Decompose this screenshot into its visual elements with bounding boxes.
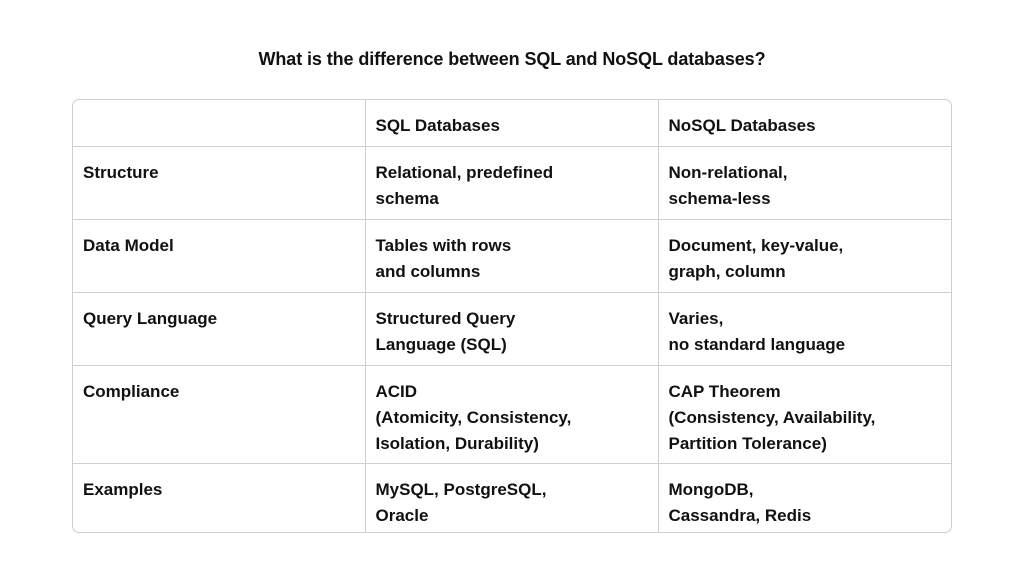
page-title: What is the difference between SQL and NoSQL databases? [258, 49, 766, 69]
cell-line: Language (SQL) [375, 334, 507, 354]
sql-cell [365, 463, 658, 533]
table-row [73, 219, 951, 292]
comparison-table [72, 99, 952, 533]
row-label: Query Language [73, 292, 365, 365]
table-row [73, 292, 951, 365]
sql-cell [365, 219, 658, 292]
cell-line: MongoDB, [668, 479, 754, 499]
header-empty-cell [73, 100, 365, 146]
cell-line: CAP Theorem [668, 381, 781, 401]
cell-line: Partition Tolerance) [668, 433, 827, 453]
sql-cell [365, 365, 658, 463]
cell-line: no standard language [668, 334, 846, 354]
sql-cell [365, 292, 658, 365]
row-label: Data Model [73, 219, 365, 292]
table-row [73, 365, 951, 463]
table-row [73, 146, 951, 219]
table-row [73, 463, 951, 533]
cell-line: ACID [375, 381, 418, 401]
cell-line: Isolation, Durability) [375, 433, 539, 453]
cell-line: Non-relational, [668, 162, 788, 182]
header-sql: SQL Databases [365, 100, 658, 146]
cell-line: Structured Query [375, 308, 516, 328]
cell-line: Tables with rows [375, 235, 512, 255]
table-header-row [73, 100, 951, 146]
cell-line: schema-less [668, 188, 771, 208]
cell-line: Relational, predefined [375, 162, 554, 182]
cell-line: MySQL, PostgreSQL, [375, 479, 547, 499]
cell-line: schema [375, 188, 439, 208]
row-label: Compliance [73, 365, 365, 463]
nosql-cell [658, 365, 951, 463]
cell-line: graph, column [668, 261, 786, 281]
row-label: Structure [73, 146, 365, 219]
nosql-cell [658, 292, 951, 365]
cell-line: Cassandra, Redis [668, 505, 812, 525]
cell-line: and columns [375, 261, 481, 281]
nosql-cell [658, 219, 951, 292]
cell-line: (Atomicity, Consistency, [375, 407, 572, 427]
sql-cell [365, 146, 658, 219]
nosql-cell [658, 463, 951, 533]
cell-line: Document, key-value, [668, 235, 844, 255]
cell-line: Oracle [375, 505, 429, 525]
row-label: Examples [73, 463, 365, 533]
cell-line: (Consistency, Availability, [668, 407, 876, 427]
nosql-cell [658, 146, 951, 219]
cell-line: Varies, [668, 308, 724, 328]
header-nosql: NoSQL Databases [658, 100, 951, 146]
